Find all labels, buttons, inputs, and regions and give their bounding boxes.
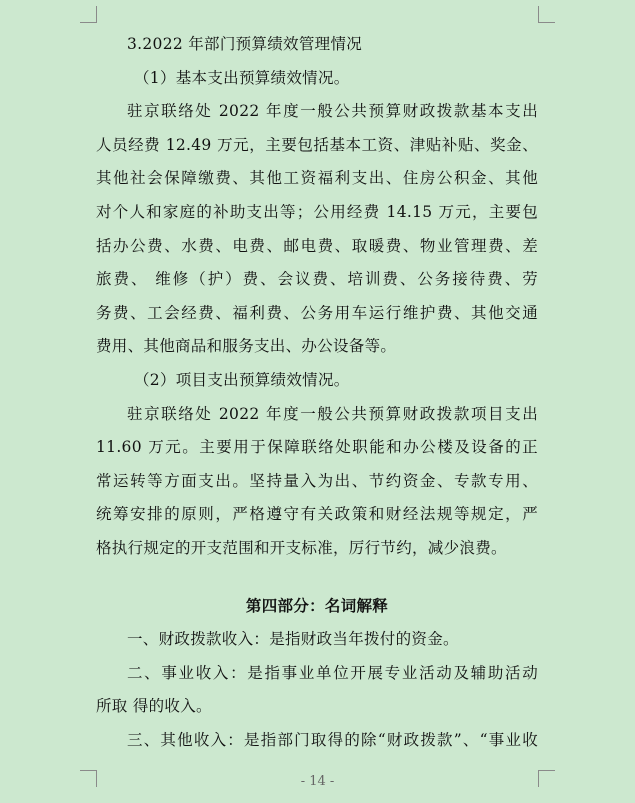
definition-item-continued: 所取 得的收入。 bbox=[96, 697, 212, 716]
definition-item: 三、其他收入：是指部门取得的除“财政拨款”、“事业收 bbox=[127, 730, 538, 749]
paragraph-line: 驻京联络处 2022 年度一般公共预算财政拨款项目支出 bbox=[127, 404, 538, 423]
document-body bbox=[96, 28, 538, 757]
paragraph-line: 括办公费、水费、电费、邮电费、取暖费、物业管理费、差 bbox=[96, 236, 538, 255]
paragraph-line: 格执行规定的开支范围和开支标准，厉行节约，减少浪费。 bbox=[96, 538, 507, 557]
crop-mark-top-left bbox=[80, 6, 97, 23]
paragraph-line: 常运转等方面支出。坚持量入为出、节约资金、专款专用、 bbox=[96, 471, 538, 490]
paragraph-line: 对个人和家庭的补助支出等；公用经费 14.15 万元，主要包 bbox=[96, 202, 538, 221]
crop-mark-top-right bbox=[538, 6, 555, 23]
paragraph-line: 费用、其他商品和服务支出、办公设备等。 bbox=[96, 337, 397, 356]
paragraph-line: 旅费、 维修（护）费、会议费、培训费、公务接待费、劳 bbox=[96, 270, 538, 289]
section-title: 3.2022 年部门预算绩效管理情况 bbox=[127, 35, 363, 53]
subsection-project-expenditure: （2）项目支出预算绩效情况。 bbox=[134, 370, 350, 389]
definition-item: 二、事业收入：是指事业单位开展专业活动及辅助活动 bbox=[127, 663, 538, 682]
paragraph-line: 其他社会保障缴费、其他工资福利支出、住房公积金、其他 bbox=[96, 169, 538, 188]
paragraph-line: 11.60 万元。主要用于保障联络处职能和办公楼及设备的正 bbox=[96, 438, 538, 457]
definition-item: 一、财政拨款收入：是指财政当年拨付的资金。 bbox=[127, 630, 459, 649]
subsection-basic-expenditure: （1）基本支出预算绩效情况。 bbox=[134, 68, 350, 87]
paragraph-line: 驻京联络处 2022 年度一般公共预算财政拨款基本支出 bbox=[127, 102, 538, 121]
section-spacer bbox=[96, 566, 538, 590]
part-heading: 第四部分：名词解释 bbox=[245, 596, 389, 615]
paragraph-line: 务费、工会经费、福利费、公务用车运行维护费、其他交通 bbox=[96, 303, 538, 322]
paragraph-line: 统筹安排的原则，严格遵守有关政策和财经法规等规定，严 bbox=[96, 505, 538, 524]
paragraph-line: 人员经费 12.49 万元，主要包括基本工资、津贴补贴、奖金、 bbox=[96, 135, 538, 154]
page-number: - 14 - bbox=[300, 774, 335, 789]
